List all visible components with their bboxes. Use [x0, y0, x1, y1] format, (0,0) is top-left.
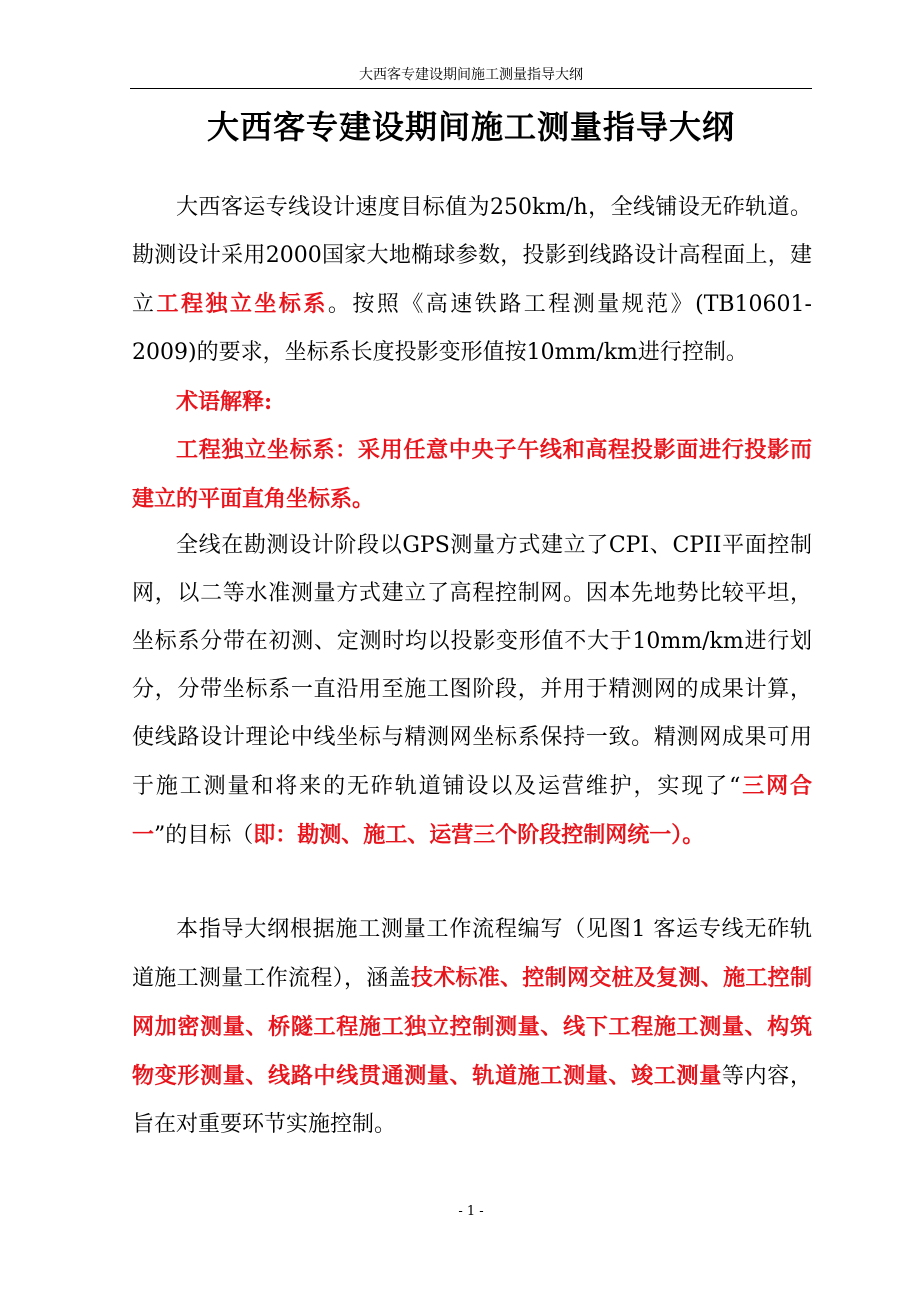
term-definition [132, 426, 812, 524]
three-stages-highlight: 即：勘测、施工、运营三个阶段控制网统一 [253, 822, 672, 848]
term-heading-text: 术语解释: [176, 389, 273, 415]
intro-term-highlight: 工程独立坐标系 [156, 291, 328, 317]
control-network-paragraph [132, 522, 812, 860]
header-divider [130, 88, 812, 89]
scope-text-c: 等内容，旨在对重要环节实施控制。 [132, 1064, 812, 1137]
term-heading [132, 378, 812, 427]
scope-text-a: 本指导大纲根据施工测量工作流程编写（见图1 客运专线无砟轨道施工测量工作流程），涵盖 [132, 917, 812, 991]
three-networks-highlight: 三网合一 [132, 773, 812, 848]
control-text-a: 全线在勘测设计阶段以GPS测量方式建立了CPI、CPII平面控制网，以二等水准测量方式建立了高程控制网。因本先地势比较平坦，坐标系分带在初测、定测时均以投影变形值不大于10mm/km进行划分，分带坐标系一直沿用至施工图阶段，并用于精测网的成果计算，使线路设计理论中线坐标与精测网坐标系保持一致。精测网成果可用于施工测量和将来的无砟轨道铺设以及运营维护，实现了“ [132, 533, 812, 799]
intro-text-a: 大西客运专线设计速度目标值为250km/h，全线铺设无砟轨道。勘测设计采用2000国家大地椭球参数，投影到线路设计高程面上，建立 [132, 195, 812, 317]
scope-topics-highlight: 技术标准、控制网交桩及复测、施工控制网加密测量、桥隧工程施工独立控制测量、线下工程施工测量、构筑物变形测量、线路中线贯通测量、轨道施工测量、竣工测量 [132, 965, 812, 1089]
intro-paragraph [132, 184, 812, 377]
running-header: 大西客专建设期间施工测量指导大纲 [359, 67, 583, 83]
intro-text-c: 。按照《高速铁路工程测量规范》(TB10601-2009)的要求，坐标系长度投影变形值按10mm/km进行控制。 [132, 292, 812, 365]
document-title: 大西客专建设期间施工测量指导大纲 [206, 108, 735, 146]
control-text-e: ）。 [671, 822, 705, 848]
control-text-c: ”的目标（ [154, 823, 254, 848]
page-number: - 1 - [458, 1204, 484, 1219]
scope-paragraph [132, 906, 812, 1149]
term-definition-text: 工程独立坐标系：采用任意中央子午线和高程投影面进行投影而建立的平面直角坐标系。 [132, 437, 812, 512]
